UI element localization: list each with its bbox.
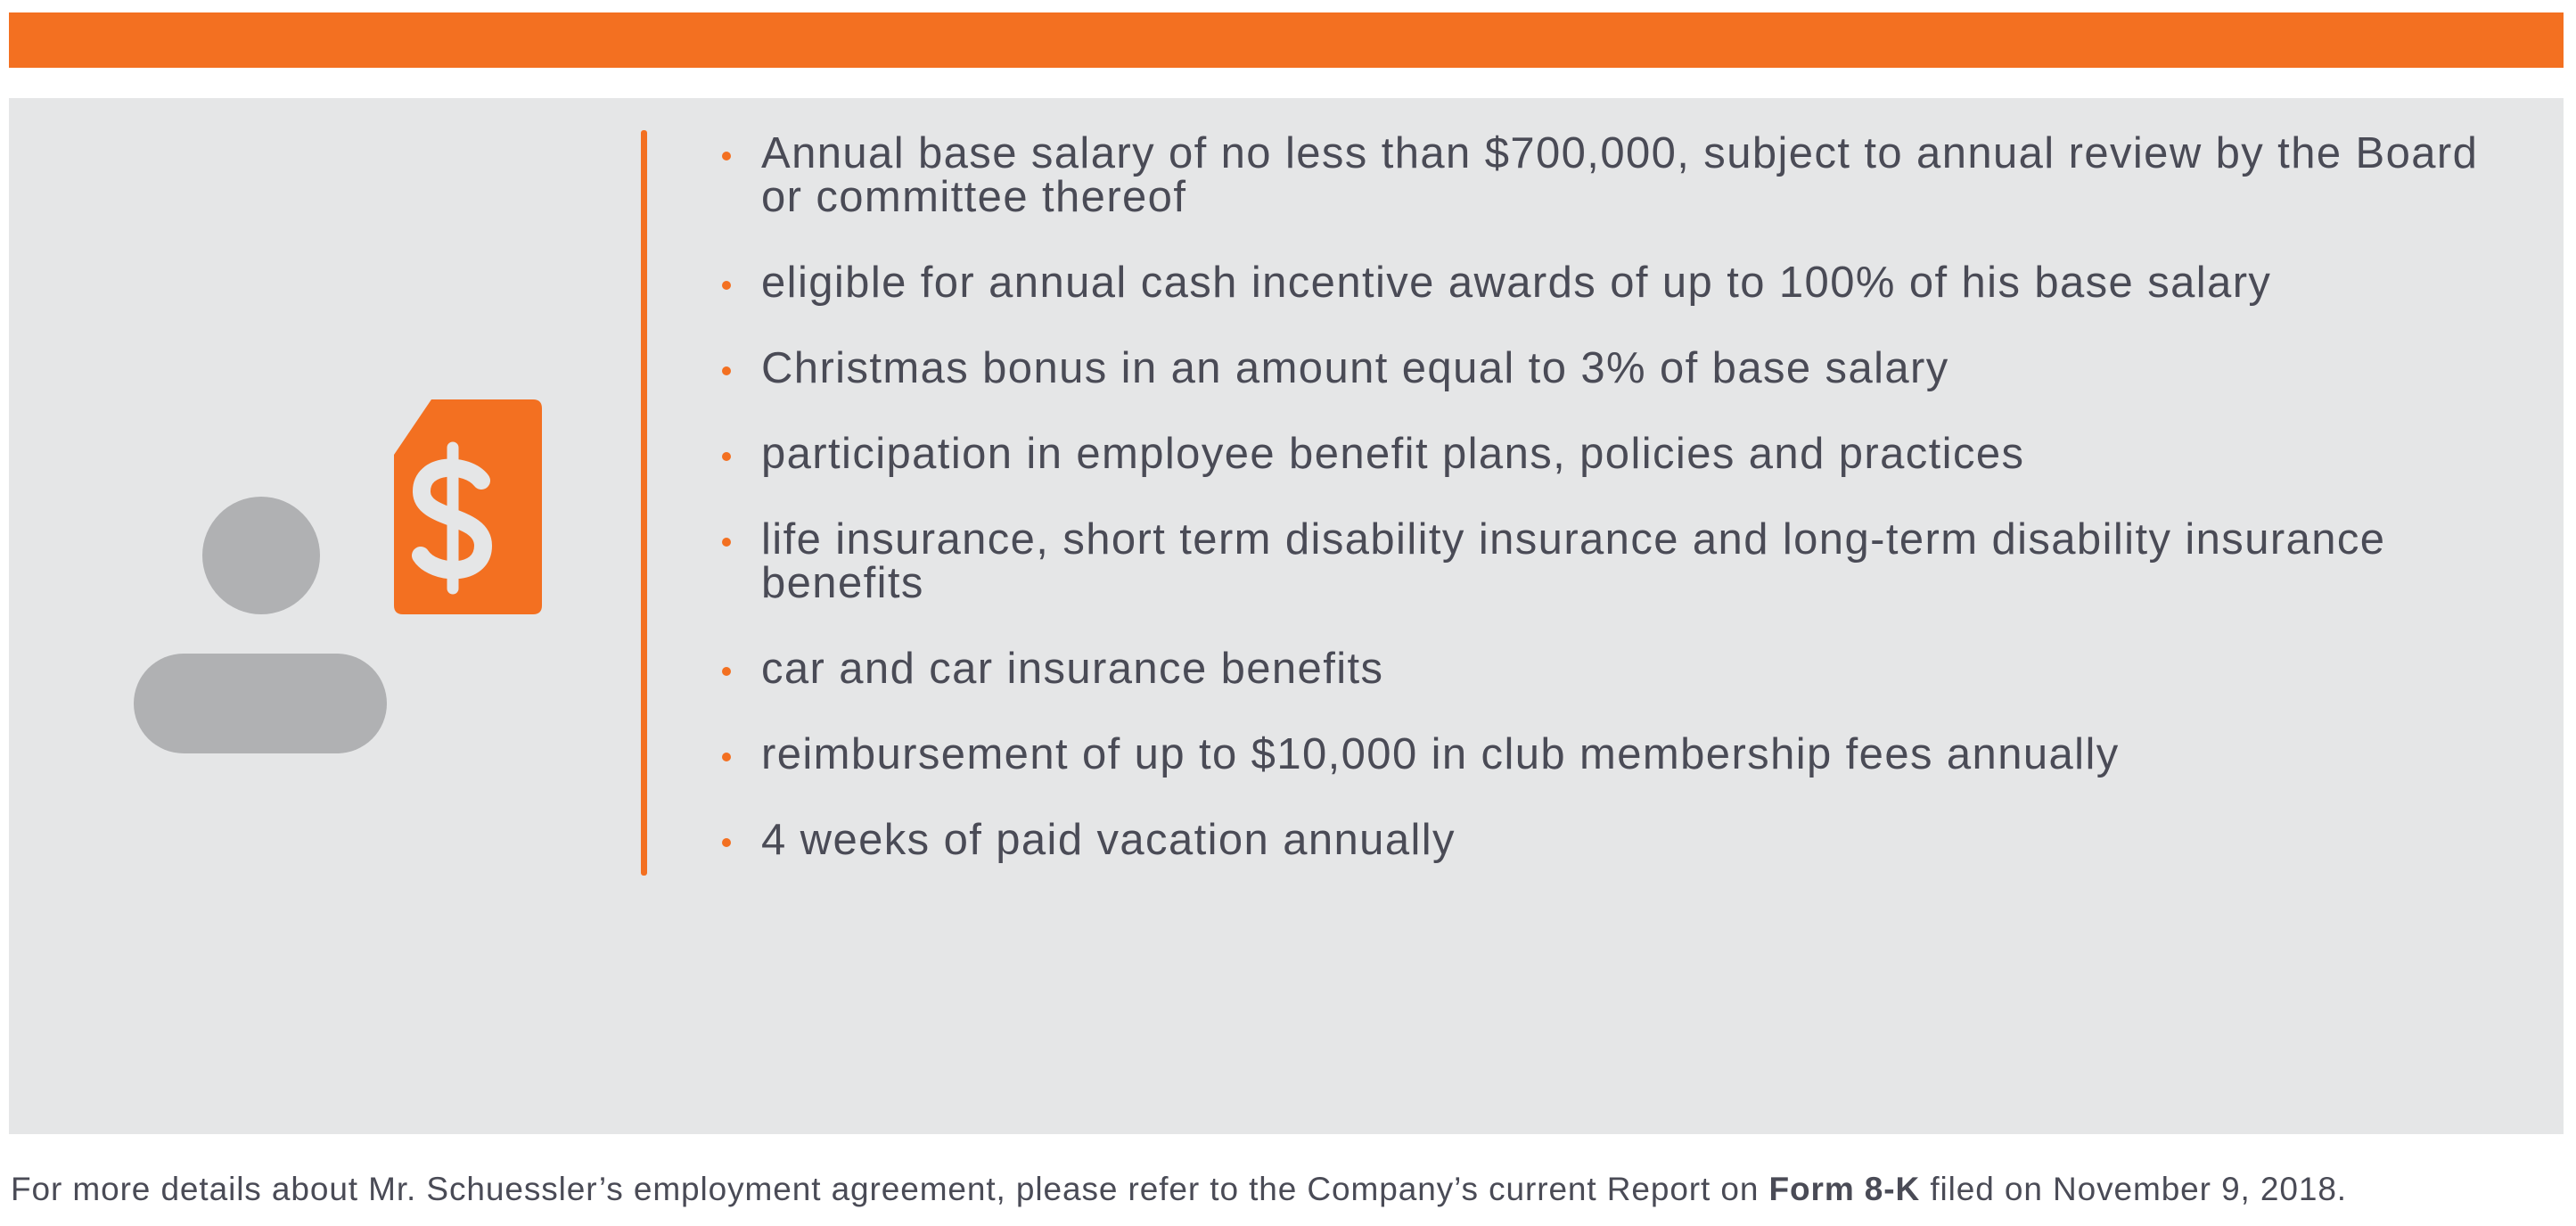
benefit-item-insurance: [720, 515, 2503, 607]
benefits-list: [720, 129, 2503, 864]
form-8k-reference: Form 8-K: [1768, 1171, 1921, 1207]
benefit-text: eligible for annual cash incentive awards of up to 100% of his base salary: [761, 259, 2272, 307]
employee-compensation-illustration: [125, 392, 553, 767]
benefit-item-christmas-bonus: [720, 344, 2503, 392]
vertical-divider: [641, 130, 647, 876]
person-icon: [134, 497, 387, 753]
benefit-text: 4 weeks of paid vacation annually: [761, 816, 1456, 864]
benefit-text: life insurance, short term disability insurance and long-term disability insurance benefits: [761, 515, 2386, 607]
benefit-item-car: [720, 647, 2503, 691]
footnote: [11, 1170, 2347, 1209]
benefit-text: participation in employee benefit plans, policies and practices: [761, 430, 2025, 478]
bullet-dot: [722, 452, 731, 461]
bullet-dot: [722, 152, 731, 160]
benefit-text: Annual base salary of no less than $700,000, subject to annual review by the Board or committee thereof: [761, 129, 2479, 221]
dollar-document-icon: [394, 399, 542, 614]
top-accent-bar: [9, 12, 2564, 68]
footnote-text-before: For more details about Mr. Schuessler’s employment agreement, please refer to the Company’s current Report on: [11, 1171, 1769, 1207]
footnote-text-after: filed on November 9, 2018.: [1920, 1171, 2347, 1207]
benefit-item-cash-incentive: [720, 261, 2503, 305]
bullet-dot: [722, 281, 731, 290]
benefit-item-benefit-plans: [720, 432, 2503, 476]
bullet-dot: [722, 667, 731, 676]
benefit-text: Christmas bonus in an amount equal to 3% of base salary: [761, 344, 1949, 392]
benefit-item-club-membership: [720, 730, 2503, 778]
bullet-dot: [722, 366, 731, 375]
bullet-dot: [722, 838, 731, 847]
bullet-dot: [722, 538, 731, 547]
bullet-dot: [722, 753, 731, 761]
benefit-text: car and car insurance benefits: [761, 645, 1384, 693]
benefit-item-base-salary: [720, 129, 2503, 221]
benefit-text: reimbursement of up to $10,000 in club membership fees annually: [761, 730, 2120, 778]
compensation-icon-svg: [125, 392, 553, 767]
benefit-item-vacation: [720, 816, 2503, 864]
